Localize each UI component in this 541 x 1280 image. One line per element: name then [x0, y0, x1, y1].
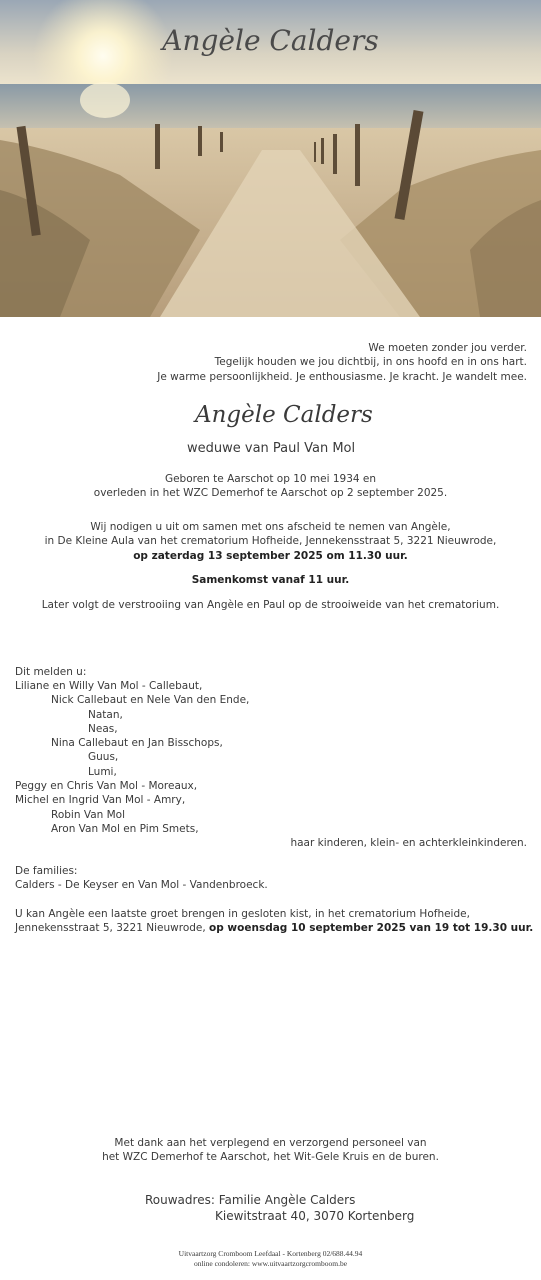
header-title: Angèle Calders — [162, 24, 379, 57]
poem-line: We moeten zonder jou verder. — [368, 342, 527, 354]
poem — [157, 341, 527, 384]
family-list — [15, 679, 249, 836]
poem-line: Tegelijk houden we jou dichtbij, in ons hoofd en in ons hart. — [214, 356, 527, 369]
life-dates — [0, 472, 541, 501]
ceremony-datetime: op zaterdag 13 september 2025 om 11.30 uur. — [133, 549, 408, 562]
families-names: Calders - De Keyser en Van Mol - Vandenbroeck. — [15, 879, 268, 891]
visitation-datetime: op woensdag 10 september 2025 van 19 tot 19.30 uur. — [209, 922, 534, 935]
family-member: Natan, — [88, 708, 123, 721]
spouse-line: weduwe van Paul Van Mol — [187, 441, 356, 456]
visitation-line: U kan Angèle een laatste groet brengen in gesloten kist, in het crematorium Hofheide, — [15, 908, 470, 920]
family-member: Liliane en Willy Van Mol - Callebaut, — [15, 680, 203, 692]
funeral-home-line: Uitvaartzorg Cromboom Leefdaal - Kortenberg 02/688.44.94 — [178, 1249, 363, 1258]
family-member: Neas, — [88, 722, 118, 735]
family-member: Robin Van Mol — [51, 808, 126, 821]
families-label: De families: — [15, 865, 78, 877]
invitation — [0, 520, 541, 563]
invitation-line: in De Kleine Aula van het crematorium Hofheide, Jennekensstraat 5, 3221 Nieuwrode, — [44, 535, 497, 548]
footer — [0, 1249, 541, 1269]
deceased-name: Angèle Calders — [195, 402, 373, 428]
gathering-time: Samenkomst vanaf 11 uur. — [191, 574, 350, 586]
thanks-line: het WZC Demerhof te Aarschot, het Wit-Gele Kruis en de buren. — [102, 1151, 439, 1164]
family-member: Aron Van Mol en Pim Smets, — [51, 822, 199, 835]
header-photo — [0, 0, 541, 317]
thanks-line: Met dank aan het verplegend en verzorgend personeel van — [114, 1137, 427, 1149]
poem-line: Je warme persoonlijkheid. Je enthousiasme. Je kracht. Je wandelt mee. — [157, 370, 527, 383]
invitation-line: Wij nodigen u uit om samen met ons afscheid te nemen van Angèle, — [90, 521, 451, 533]
family-closing: haar kinderen, klein- en achterkleinkinderen. — [290, 837, 527, 849]
visitation-line — [15, 921, 533, 935]
family-member: Michel en Ingrid Van Mol - Amry, — [15, 794, 186, 807]
family-intro: Dit melden u: — [15, 666, 87, 678]
mourning-address-street: Kiewitstraat 40, 3070 Kortenberg — [215, 1209, 415, 1223]
died-line: overleden in het WZC Demerhof te Aarschot op 2 september 2025. — [93, 487, 448, 500]
family-member: Lumi, — [88, 765, 117, 778]
family-member: Guus, — [88, 751, 119, 764]
scattering-note: Later volgt de verstrooiing van Angèle en Paul op de strooiweide van het crematorium. — [41, 599, 500, 611]
family-member: Peggy en Chris Van Mol - Moreaux, — [15, 780, 198, 793]
thanks — [0, 1136, 541, 1165]
family-member: Nick Callebaut en Nele Van den Ende, — [51, 694, 250, 707]
born-line: Geboren te Aarschot op 10 mei 1934 en — [164, 473, 377, 485]
visitation — [15, 907, 533, 936]
mourning-address-label: Rouwadres: Familie Angèle Calders — [145, 1193, 356, 1207]
visitation-address: Jennekensstraat 5, 3221 Nieuwrode, — [15, 922, 210, 935]
family-member: Nina Callebaut en Jan Bisschops, — [51, 737, 223, 750]
condolence-link[interactable]: online condoleren: www.uitvaartzorgcromboom.be — [193, 1259, 348, 1268]
